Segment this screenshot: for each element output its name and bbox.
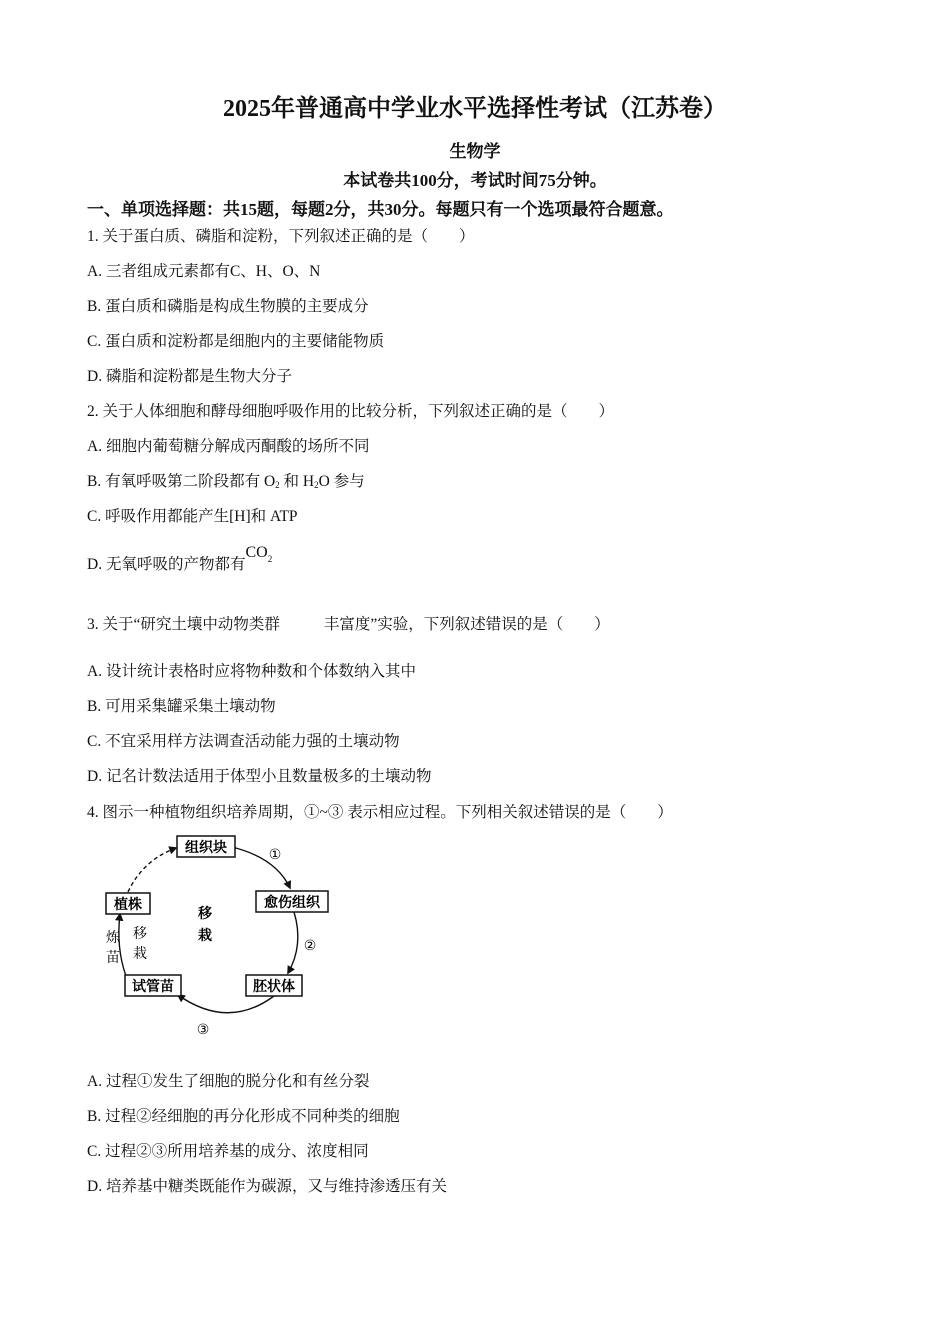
q3-option-c: C. 不宜采用样方法调查活动能力强的土壤动物 — [87, 733, 400, 750]
box-test-tube-seedling: 试管苗 — [132, 979, 174, 995]
q2-b-sub-1: 2 — [275, 480, 280, 490]
q1-option-d: D. 磷脂和淀粉都是生物大分子 — [87, 368, 292, 385]
q2-option-c: C. 呼吸作用都能产生[H]和 ATP — [87, 508, 298, 525]
q2-option-d — [87, 544, 273, 576]
subject-heading: 生物学 — [449, 142, 501, 161]
q2-b-text-2: 和 H — [279, 473, 315, 490]
box-embryoid: 胚状体 — [253, 979, 295, 995]
q4-option-c: C. 过程②③所用培养基的成分、浓度相同 — [87, 1143, 369, 1160]
q4-option-b: B. 过程②经细胞的再分化形成不同种类的细胞 — [87, 1108, 400, 1125]
label-transplant-2: 栽 — [133, 946, 147, 962]
exam-info: 本试卷共100分，考试时间75分钟。 — [343, 171, 607, 190]
arrow-step3 — [178, 995, 274, 1013]
label-transplant-1: 移 — [133, 926, 147, 942]
q2-b-sub-2: 2 — [314, 480, 319, 490]
q1-option-c: C. 蛋白质和淀粉都是细胞内的主要储能物质 — [87, 333, 385, 350]
center-label-1: 移 — [198, 906, 212, 922]
q4-stem: 4. 图示一种植物组织培养周期，①~③ 表示相应过程。下列相关叙述错误的是（ ） — [87, 804, 673, 821]
step-1-label: ① — [268, 847, 282, 863]
q3-stem-part2: 丰富度”实验，下列叙述错误的是（ ） — [323, 616, 610, 633]
label-harden-1: 炼 — [106, 930, 120, 946]
q2-b-text-3: O 参与 — [318, 473, 365, 490]
q3-option-a: A. 设计统计表格时应将物种数和个体数纳入其中 — [87, 663, 416, 680]
q1-option-b: B. 蛋白质和磷脂是构成生物膜的主要成分 — [87, 298, 369, 315]
q4-option-a: A. 过程①发生了细胞的脱分化和有丝分裂 — [87, 1073, 370, 1090]
arrow-step2 — [288, 912, 298, 973]
q2-stem: 2. 关于人体细胞和酵母细胞呼吸作用的比较分析，下列叙述正确的是（ ） — [87, 403, 615, 420]
q3-stem — [87, 612, 610, 634]
q2-d-text: D. 无氧呼吸的产物都有 — [87, 556, 246, 573]
tissue-culture-cycle-diagram — [98, 830, 338, 1040]
box-tissue-block: 组织块 — [185, 840, 227, 856]
box-plant: 植株 — [114, 897, 142, 913]
q1-stem: 1. 关于蛋白质、磷脂和淀粉，下列叙述正确的是（ ） — [87, 228, 475, 245]
q3-stem-part1: 3. 关于“研究土壤中动物类群 — [87, 616, 280, 633]
co2-formula: $CO_2$ — [245, 544, 273, 564]
arrow-dashed — [128, 848, 176, 892]
center-label-2: 栽 — [198, 928, 212, 944]
label-harden-2: 苗 — [106, 950, 120, 966]
step-3-label: ③ — [196, 1022, 210, 1038]
q1-option-a: A. 三者组成元素都有C、H、O、N — [87, 263, 321, 280]
q3-option-b: B. 可用采集罐采集土壤动物 — [87, 698, 276, 715]
step-2-label: ② — [303, 938, 317, 954]
q4-option-d: D. 培养基中糖类既能作为碳源，又与维持渗透压有关 — [87, 1178, 447, 1195]
exam-title: 2025年普通高中学业水平选择性考试（江苏卷） — [223, 96, 727, 122]
q2-option-b — [87, 469, 365, 491]
box-callus: 愈伤组织 — [264, 895, 320, 911]
section-title: 一、单项选择题：共15题，每题2分，共30分。每题只有一个选项最符合题意。 — [87, 200, 674, 219]
arrow-step1 — [232, 847, 290, 888]
q2-b-text-1: B. 有氧呼吸第二阶段都有 O — [87, 473, 276, 490]
q2-option-a: A. 细胞内葡萄糖分解成丙酮酸的场所不同 — [87, 438, 370, 455]
q3-option-d: D. 记名计数法适用于体型小且数量极多的土壤动物 — [87, 768, 432, 785]
